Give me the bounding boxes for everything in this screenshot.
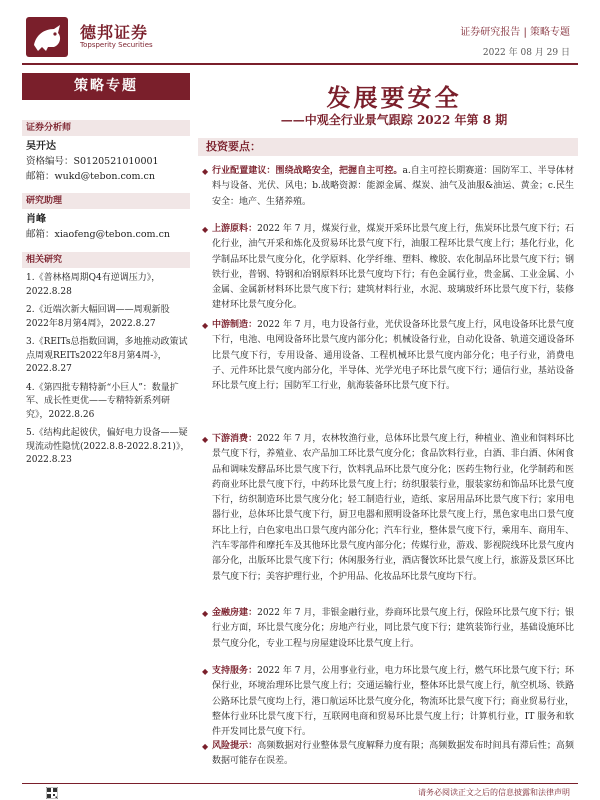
doc-type-label: 证券研究报告 | 策略专题 xyxy=(460,27,570,38)
page-subtitle: ——中观全行业景气跟踪 2022 年第 8 期 xyxy=(280,113,508,127)
related-item[interactable]: 3.《REITs总指数回调，多地推动政策试点周观REITs2022年8月第4周-》，2022.8.27 xyxy=(26,337,188,374)
assistant-heading: 研究助理 xyxy=(22,193,190,209)
point-lead: 金融房建： xyxy=(212,608,258,618)
bull-logo-icon xyxy=(26,17,68,57)
brand-name: 德邦证券 xyxy=(80,23,149,42)
point-lead: 支持服务： xyxy=(212,666,258,676)
point-risk xyxy=(202,739,574,770)
diamond-bullet-icon: ◆ xyxy=(202,321,209,330)
footer-disclaimer: 请务必阅读正文之后的信息披露和法律声明 xyxy=(418,788,570,797)
brand-name-en: Topsperity Securities xyxy=(80,41,153,49)
key-points-heading: 投资要点： xyxy=(198,138,578,156)
point-finance xyxy=(202,606,574,652)
point-text: a.自主可控长期赛道：国防军工、半导体材料与设备、光伏、风电；b.战略资源：能源金属、煤炭、油气及油服&油运、黄金；c.民生安全：地产、生猪养殖。 xyxy=(212,166,574,207)
point-lead: 下游消费： xyxy=(212,434,258,444)
point-text: 2022 年 7 月，煤炭行业，煤炭开采环比景气度上行，焦炭环比景气度下行；石化行业，油气开采和炼化及贸易环比景气度下行，油服工程环比景气度上行；基化行业，化学制品环比景气度分化，化学原料、化学纤维、塑料、橡胶、农化制品环比景气度下行；钢铁行业，普钢、特钢和冶钢原料环比景气度均下行；有色金属行业，贵金属、工业金属、小金属、金属新材料环比景气度下行；建筑材料行业，水泥、玻璃玻纤环比景气度下行，装修建材环比景气度分化。 xyxy=(212,224,574,311)
related-item[interactable]: 4.《第四批专精特新“小巨人”：数量扩军、成长性更优——专精特新系列研究》，2022.8.26 xyxy=(26,382,179,420)
related-item[interactable]: 2.《近端次新大幅回调——周观新股2022年8月第4周》，2022.8.27 xyxy=(26,305,170,329)
page-title: 发展要安全 xyxy=(326,83,462,112)
diamond-bullet-icon: ◆ xyxy=(202,167,209,176)
related-list xyxy=(26,272,190,473)
qr-code-icon xyxy=(46,787,58,799)
analyst-email[interactable]: 邮箱：wukd@tebon.com.cn xyxy=(26,171,155,182)
report-date: 2022 年 08 月 29 日 xyxy=(482,48,570,58)
related-item[interactable]: 5.《结构此起彼伏，偏好电力设备——疑现流动性隐忧(2022.8.8-2022.8.21)》，2022.8.23 xyxy=(26,428,190,465)
assistant-email[interactable]: 邮箱：xiaofeng@tebon.com.cn xyxy=(26,229,171,240)
point-lead: 行业配置建议：围绕战略安全，把握自主可控。 xyxy=(212,166,403,176)
header-divider xyxy=(22,63,578,65)
point-text: 高频数据对行业整体景气度解释力度有限；高频数据发布时间具有滞后性；高频数据可能存在误差。 xyxy=(212,741,574,767)
point-downstream xyxy=(202,432,574,585)
diamond-bullet-icon: ◆ xyxy=(202,225,209,234)
point-text: 2022 年 7 月，公用事业行业，电力环比景气度上行，燃气环比景气度下行；环保行业，环境治理环比景气度上行；交通运输行业，整体环比景气度上行，航空机场、铁路公路环比景气度均上行，港口航运环比景气度分化，物流环比景气度下行；商业贸易行业，整体行业环比景气度下行，互联网电商和贸易环比景气度上行；计算机行业，IT 服务和软件开发同比景气度下行。 xyxy=(212,666,574,738)
diamond-bullet-icon: ◆ xyxy=(202,742,209,751)
footer-divider xyxy=(22,783,578,784)
analyst-license: 资格编号：S0120521010001 xyxy=(26,156,159,167)
point-upstream xyxy=(202,222,574,314)
diamond-bullet-icon: ◆ xyxy=(202,667,209,676)
point-lead: 风险提示： xyxy=(212,741,258,751)
point-services xyxy=(202,664,574,740)
diamond-bullet-icon: ◆ xyxy=(202,609,209,618)
analyst-name: 吴开达 xyxy=(26,141,56,152)
point-text: 2022 年 7 月，电力设备行业，光伏设备环比景气度上行，风电设备环比景气度下行，电池、电网设备环比景气度内部分化；机械设备行业，自动化设备、轨道交通设备环比景气度下行，专用设备、通用设备、工程机械环比景气度内部分化；电子行业，消费电子、元件环比景气度内部分化，半导体、光学光电子环比景气度下行；通信行业，基站设备环比景气度上行；国防军工行业，航海装备环比景气度下行。 xyxy=(212,320,574,392)
assistant-block xyxy=(26,212,170,242)
sidebar-title: 策略专题 xyxy=(22,73,190,100)
point-allocation xyxy=(202,164,574,210)
related-heading: 相关研究 xyxy=(22,252,190,268)
point-text: 2022 年 7 月，非银金融行业，券商环比景气度上行，保险环比景气度下行；银行业方面，环比景气度分化；房地产行业，同比景气度下行；建筑装饰行业，基础设施环比景气度分化，专业工程与房屋建设环比景气度上行。 xyxy=(212,608,574,649)
analyst-block xyxy=(26,139,159,184)
analyst-heading: 证券分析师 xyxy=(22,120,190,136)
point-midstream xyxy=(202,318,574,394)
diamond-bullet-icon: ◆ xyxy=(202,435,209,444)
point-text: 2022 年 7 月，农林牧渔行业，总体环比景气度上行，种植业、渔业和饲料环比景气度下行，养殖业、农产品加工环比景气度分化；食品饮料行业，白酒、非白酒、休闲食品和调味发酵品环比景气度下行，饮料乳品环比景气度分化；医药生物行业，化学制药和医药商业环比景气度下行，中药环比景气度上行；纺织服装行业，服装家纺和饰品环比景气度下行，纺织制造环比景气度分化；轻工制造行业，造纸、家居用品环比景气度下行；家用电器行业，总体环比景气度下行，厨卫电器和照明设备环比景气度上行，黑色家电出口景气度环比上行，白色家电出口景气度内部分化；汽车行业，整体景气度下行，乘用车、商用车、汽车零部件和摩托车及其他环比景气度内部分化；传媒行业，游戏、影视院线环比景气度内部分化，出版环比景气度下行；休闲服务行业，酒店餐饮环比景气度上行，旅游及景区环比景气度下行；美容护理行业，个护用品、化妆品环比景气度均下行。 xyxy=(212,434,574,582)
point-lead: 中游制造： xyxy=(212,320,258,330)
point-lead: 上游原料： xyxy=(212,224,258,234)
related-item[interactable]: 1.《普林格周期Q4有逆调压力》，2022.8.28 xyxy=(26,273,161,297)
assistant-name: 肖峰 xyxy=(26,214,46,225)
